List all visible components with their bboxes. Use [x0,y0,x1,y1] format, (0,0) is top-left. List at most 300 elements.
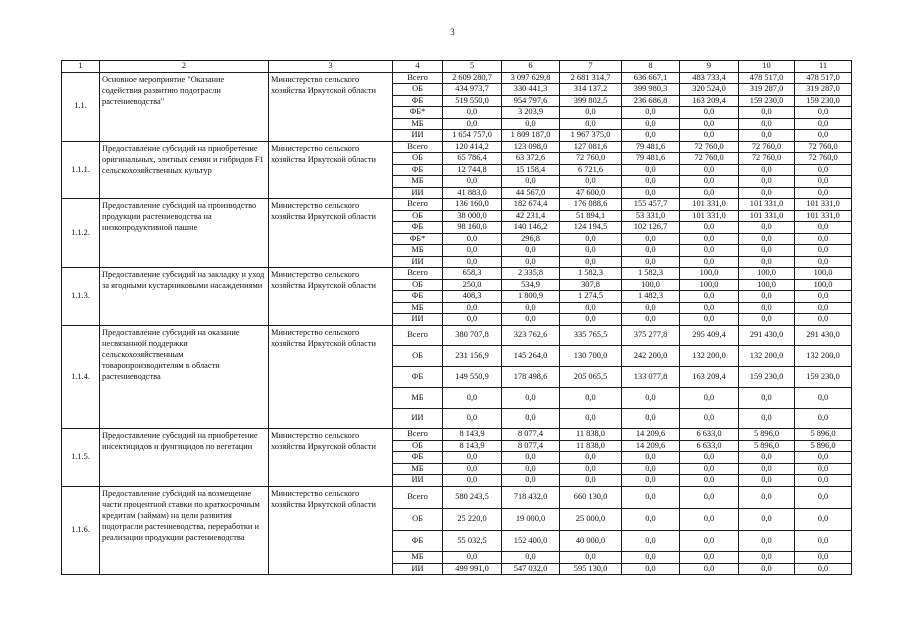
value-cell: 38 000,0 [443,210,502,222]
table-row [62,72,852,84]
value-cell: 0,0 [560,314,622,326]
value-cell: 408,3 [443,291,502,303]
row-description: Предоставление субсидий на приобретение инсектицидов и фунгицидов по вегетации [100,429,269,487]
value-cell: 0,0 [622,452,680,464]
value-cell: 580 243,5 [443,486,502,508]
funding-source: ИИ [393,187,443,199]
value-cell: 0,0 [795,302,852,314]
value-cell: 0,0 [680,552,739,564]
budget-table [61,60,852,575]
value-cell: 0,0 [739,222,795,234]
value-cell: 0,0 [680,314,739,326]
value-cell: 3 097 629,8 [502,72,560,84]
value-cell: 0,0 [795,530,852,552]
value-cell: 0,0 [795,107,852,119]
value-cell: 547 032,0 [502,563,560,575]
value-cell: 0,0 [560,245,622,257]
value-cell: 0,0 [795,222,852,234]
value-cell: 0,0 [739,452,795,464]
value-cell: 0,0 [739,408,795,429]
funding-source: Всего [393,325,443,346]
value-cell: 0,0 [502,463,560,475]
value-cell: 0,0 [560,387,622,408]
value-cell: 0,0 [502,314,560,326]
value-cell: 0,0 [622,107,680,119]
value-cell: 0,0 [680,245,739,257]
value-cell: 124 194,5 [560,222,622,234]
table-row [62,325,852,346]
value-cell: 0,0 [739,107,795,119]
value-cell: 0,0 [795,291,852,303]
value-cell: 636 667,1 [622,72,680,84]
value-cell: 0,0 [443,302,502,314]
value-cell: 434 973,7 [443,84,502,96]
value-cell: 136 160,0 [443,199,502,211]
value-cell: 0,0 [622,508,680,530]
value-cell: 478 517,0 [739,72,795,84]
value-cell: 123 098,0 [502,141,560,153]
column-header: 7 [560,61,622,73]
value-cell: 0,0 [443,118,502,130]
value-cell: 65 786,4 [443,153,502,165]
value-cell: 0,0 [622,552,680,564]
value-cell: 0,0 [680,187,739,199]
value-cell: 0,0 [502,408,560,429]
value-cell: 0,0 [443,107,502,119]
value-cell: 0,0 [739,233,795,245]
funding-source: Всего [393,429,443,441]
value-cell: 163 209,4 [680,95,739,107]
value-cell: 0,0 [795,176,852,188]
value-cell: 295 409,4 [680,325,739,346]
value-cell: 483 733,4 [680,72,739,84]
value-cell: 63 372,6 [502,153,560,165]
value-cell: 159 230,0 [795,367,852,388]
row-index: 1.1.6. [62,486,100,574]
table-row [62,141,852,153]
funding-source: ИИ [393,314,443,326]
value-cell: 0,0 [795,314,852,326]
value-cell: 0,0 [680,256,739,268]
value-cell: 40 000,0 [560,530,622,552]
value-cell: 0,0 [622,256,680,268]
value-cell: 3 203,9 [502,107,560,119]
value-cell: 0,0 [560,256,622,268]
value-cell: 0,0 [739,291,795,303]
funding-source: ФБ* [393,107,443,119]
value-cell: 98 160,0 [443,222,502,234]
funding-source: МБ [393,552,443,564]
value-cell: 0,0 [680,233,739,245]
value-cell: 159 230,0 [739,367,795,388]
funding-source: ИИ [393,563,443,575]
value-cell: 375 277,8 [622,325,680,346]
value-cell: 0,0 [622,463,680,475]
value-cell: 0,0 [680,302,739,314]
value-cell: 0,0 [680,408,739,429]
funding-source: МБ [393,118,443,130]
value-cell: 0,0 [739,530,795,552]
value-cell: 0,0 [560,452,622,464]
value-cell: 0,0 [795,245,852,257]
value-cell: 8 143,9 [443,429,502,441]
table-row [62,486,852,508]
value-cell: 0,0 [622,187,680,199]
value-cell: 1 800,9 [502,291,560,303]
value-cell: 319 287,0 [739,84,795,96]
value-cell: 0,0 [622,475,680,487]
value-cell: 100,0 [739,279,795,291]
value-cell: 0,0 [680,508,739,530]
row-description: Предоставление субсидий на возмещение части процентной ставки по краткосрочным кредитам (займам) на цели развития подотрасли растениеводства, переработки и реализации продукции растениеводства [100,486,269,574]
value-cell: 101 331,0 [739,210,795,222]
value-cell: 101 331,0 [680,210,739,222]
row-executor: Министерство сельского хозяйства Иркутской области [269,429,393,487]
row-executor: Министерство сельского хозяйства Иркутской области [269,325,393,429]
funding-source: МБ [393,302,443,314]
value-cell: 718 432,0 [502,486,560,508]
value-cell: 44 567,0 [502,187,560,199]
value-cell: 0,0 [739,256,795,268]
value-cell: 380 707,8 [443,325,502,346]
value-cell: 0,0 [502,302,560,314]
value-cell: 0,0 [443,233,502,245]
value-cell: 42 231,4 [502,210,560,222]
value-cell: 132 200,0 [739,346,795,367]
value-cell: 291 430,0 [739,325,795,346]
value-cell: 25 000,0 [560,508,622,530]
value-cell: 231 156,9 [443,346,502,367]
value-cell: 0,0 [502,387,560,408]
value-cell: 2 335,8 [502,268,560,280]
value-cell: 0,0 [622,118,680,130]
row-index: 1.1.1. [62,141,100,199]
funding-source: МБ [393,245,443,257]
value-cell: 323 762,6 [502,325,560,346]
value-cell: 0,0 [622,563,680,575]
funding-source: ОБ [393,346,443,367]
value-cell: 0,0 [739,387,795,408]
value-cell: 0,0 [622,233,680,245]
value-cell: 0,0 [739,508,795,530]
value-cell: 0,0 [502,552,560,564]
row-executor: Министерство сельского хозяйства Иркутской области [269,268,393,326]
value-cell: 0,0 [622,176,680,188]
value-cell: 399 802,5 [560,95,622,107]
value-cell: 0,0 [680,164,739,176]
funding-source: ОБ [393,153,443,165]
row-description: Предоставление субсидий на закладку и уход за ягодными кустарниковыми насаждениями [100,268,269,326]
value-cell: 100,0 [739,268,795,280]
value-cell: 0,0 [680,387,739,408]
value-cell: 0,0 [680,291,739,303]
value-cell: 0,0 [739,187,795,199]
value-cell: 0,0 [680,452,739,464]
value-cell: 0,0 [502,245,560,257]
funding-source: ФБ [393,222,443,234]
value-cell: 102 126,7 [622,222,680,234]
value-cell: 101 331,0 [680,199,739,211]
value-cell: 0,0 [560,233,622,245]
table-row [62,199,852,211]
value-cell: 0,0 [443,245,502,257]
value-cell: 0,0 [795,164,852,176]
value-cell: 0,0 [443,387,502,408]
value-cell: 291 430,0 [795,325,852,346]
funding-source: ОБ [393,279,443,291]
value-cell: 140 146,2 [502,222,560,234]
row-index: 1.1. [62,72,100,141]
value-cell: 120 414,2 [443,141,502,153]
value-cell: 182 674,4 [502,199,560,211]
value-cell: 101 331,0 [795,199,852,211]
page-number: 3 [450,27,455,37]
value-cell: 155 457,7 [622,199,680,211]
value-cell: 163 209,4 [680,367,739,388]
value-cell: 72 760,0 [560,153,622,165]
value-cell: 0,0 [680,486,739,508]
column-header: 10 [739,61,795,73]
value-cell: 14 209,6 [622,440,680,452]
funding-source: МБ [393,463,443,475]
value-cell: 0,0 [443,176,502,188]
value-cell: 55 032,5 [443,530,502,552]
value-cell: 0,0 [622,530,680,552]
column-header: 9 [680,61,739,73]
funding-source: Всего [393,486,443,508]
row-index: 1.1.3. [62,268,100,326]
value-cell: 100,0 [622,279,680,291]
value-cell: 0,0 [739,314,795,326]
value-cell: 0,0 [795,552,852,564]
funding-source: ФБ [393,291,443,303]
value-cell: 100,0 [795,279,852,291]
value-cell: 0,0 [739,164,795,176]
column-header: 1 [62,61,100,73]
funding-source: Всего [393,72,443,84]
value-cell: 0,0 [680,107,739,119]
value-cell: 178 498,6 [502,367,560,388]
value-cell: 53 331,0 [622,210,680,222]
row-index: 1.1.2. [62,199,100,268]
value-cell: 72 760,0 [680,153,739,165]
row-executor: Министерство сельского хозяйства Иркутской области [269,199,393,268]
value-cell: 0,0 [560,552,622,564]
value-cell: 51 894,1 [560,210,622,222]
value-cell: 0,0 [680,475,739,487]
value-cell: 6 721,6 [560,164,622,176]
funding-source: ИИ [393,475,443,487]
value-cell: 499 991,0 [443,563,502,575]
value-cell: 0,0 [502,256,560,268]
funding-source: ОБ [393,508,443,530]
value-cell: 658,3 [443,268,502,280]
value-cell: 6 633,0 [680,440,739,452]
value-cell: 0,0 [680,118,739,130]
value-cell: 11 838,0 [560,440,622,452]
value-cell: 0,0 [622,130,680,142]
value-cell: 0,0 [502,176,560,188]
value-cell: 0,0 [443,475,502,487]
funding-source: ФБ* [393,233,443,245]
value-cell: 79 481,6 [622,141,680,153]
value-cell: 100,0 [680,279,739,291]
value-cell: 25 220,0 [443,508,502,530]
value-cell: 0,0 [795,408,852,429]
value-cell: 0,0 [622,314,680,326]
value-cell: 250,0 [443,279,502,291]
funding-source: ФБ [393,530,443,552]
table-row [62,429,852,441]
value-cell: 0,0 [795,463,852,475]
value-cell: 132 200,0 [795,346,852,367]
value-cell: 47 600,0 [560,187,622,199]
value-cell: 0,0 [680,530,739,552]
value-cell: 0,0 [795,563,852,575]
value-cell: 145 264,0 [502,346,560,367]
value-cell: 8 077,4 [502,440,560,452]
value-cell: 0,0 [680,463,739,475]
value-cell: 72 760,0 [795,153,852,165]
value-cell: 0,0 [795,187,852,199]
value-cell: 12 744,8 [443,164,502,176]
value-cell: 0,0 [622,164,680,176]
value-cell: 149 550,9 [443,367,502,388]
value-cell: 2 681 314,7 [560,72,622,84]
funding-source: ФБ [393,164,443,176]
value-cell: 1 582,3 [622,268,680,280]
value-cell: 176 088,6 [560,199,622,211]
value-cell: 0,0 [795,486,852,508]
value-cell: 0,0 [560,302,622,314]
value-cell: 0,0 [560,107,622,119]
value-cell: 307,8 [560,279,622,291]
value-cell: 72 760,0 [739,141,795,153]
value-cell: 79 481,6 [622,153,680,165]
value-cell: 0,0 [622,387,680,408]
value-cell: 0,0 [622,486,680,508]
funding-source: ОБ [393,440,443,452]
value-cell: 595 130,0 [560,563,622,575]
value-cell: 159 230,0 [795,95,852,107]
value-cell: 100,0 [680,268,739,280]
value-cell: 72 760,0 [680,141,739,153]
value-cell: 0,0 [560,118,622,130]
funding-source: ФБ [393,367,443,388]
value-cell: 0,0 [739,486,795,508]
funding-source: МБ [393,387,443,408]
row-description: Предоставление субсидий на оказание несвязанной поддержки сельскохозяйственным товаропроизводителям в области растениеводства [100,325,269,429]
value-cell: 72 760,0 [739,153,795,165]
funding-source: Всего [393,141,443,153]
row-description: Предоставление субсидий на производство продукции растениеводства на низкопродуктивной пашне [100,199,269,268]
value-cell: 0,0 [680,130,739,142]
value-cell: 0,0 [443,463,502,475]
value-cell: 0,0 [795,508,852,530]
value-cell: 0,0 [795,118,852,130]
value-cell: 0,0 [739,463,795,475]
column-header: 4 [393,61,443,73]
value-cell: 660 130,0 [560,486,622,508]
value-cell: 330 441,3 [502,84,560,96]
value-cell: 205 065,5 [560,367,622,388]
value-cell: 534,9 [502,279,560,291]
value-cell: 0,0 [739,302,795,314]
row-executor: Министерство сельского хозяйства Иркутской области [269,486,393,574]
column-header: 3 [269,61,393,73]
value-cell: 72 760,0 [795,141,852,153]
value-cell: 0,0 [560,408,622,429]
value-cell: 152 400,0 [502,530,560,552]
value-cell: 133 077,8 [622,367,680,388]
column-header: 5 [443,61,502,73]
row-executor: Министерство сельского хозяйства Иркутской области [269,72,393,141]
value-cell: 5 896,0 [795,440,852,452]
value-cell: 954 797,6 [502,95,560,107]
value-cell: 0,0 [502,475,560,487]
value-cell: 0,0 [795,256,852,268]
value-cell: 0,0 [739,552,795,564]
funding-source: ИИ [393,256,443,268]
value-cell: 5 896,0 [739,440,795,452]
value-cell: 1 482,3 [622,291,680,303]
value-cell: 0,0 [443,256,502,268]
value-cell: 0,0 [795,475,852,487]
value-cell: 320 524,0 [680,84,739,96]
value-cell: 319 287,0 [795,84,852,96]
value-cell: 1 582,3 [560,268,622,280]
value-cell: 1 654 757,0 [443,130,502,142]
value-cell: 0,0 [443,552,502,564]
value-cell: 5 896,0 [795,429,852,441]
value-cell: 0,0 [622,408,680,429]
value-cell: 0,0 [795,130,852,142]
value-cell: 1 967 375,0 [560,130,622,142]
value-cell: 478 517,0 [795,72,852,84]
value-cell: 0,0 [795,387,852,408]
value-cell: 0,0 [739,118,795,130]
value-cell: 0,0 [560,475,622,487]
value-cell: 0,0 [739,475,795,487]
table-row [62,268,852,280]
value-cell: 519 550,0 [443,95,502,107]
value-cell: 1 809 187,0 [502,130,560,142]
column-header: 11 [795,61,852,73]
value-cell: 41 883,0 [443,187,502,199]
funding-source: ОБ [393,210,443,222]
value-cell: 0,0 [680,563,739,575]
value-cell: 101 331,0 [739,199,795,211]
value-cell: 0,0 [560,463,622,475]
value-cell: 0,0 [622,302,680,314]
row-description: Основное мероприятие "Оказание содействия развитию подотрасли растениеводства" [100,72,269,141]
row-description: Предоставление субсидий на приобретение оригинальных, элитных семян и гибридов F1 сельскохозяйственных культур [100,141,269,199]
value-cell: 335 765,5 [560,325,622,346]
value-cell: 132 200,0 [680,346,739,367]
value-cell: 19 000,0 [502,508,560,530]
value-cell: 101 331,0 [795,210,852,222]
value-cell: 0,0 [739,245,795,257]
value-cell: 399 980,3 [622,84,680,96]
value-cell: 159 230,0 [739,95,795,107]
value-cell: 0,0 [680,222,739,234]
value-cell: 0,0 [560,176,622,188]
value-cell: 14 209,6 [622,429,680,441]
row-executor: Министерство сельского хозяйства Иркутской области [269,141,393,199]
value-cell: 8 143,9 [443,440,502,452]
value-cell: 8 077,4 [502,429,560,441]
column-header: 6 [502,61,560,73]
